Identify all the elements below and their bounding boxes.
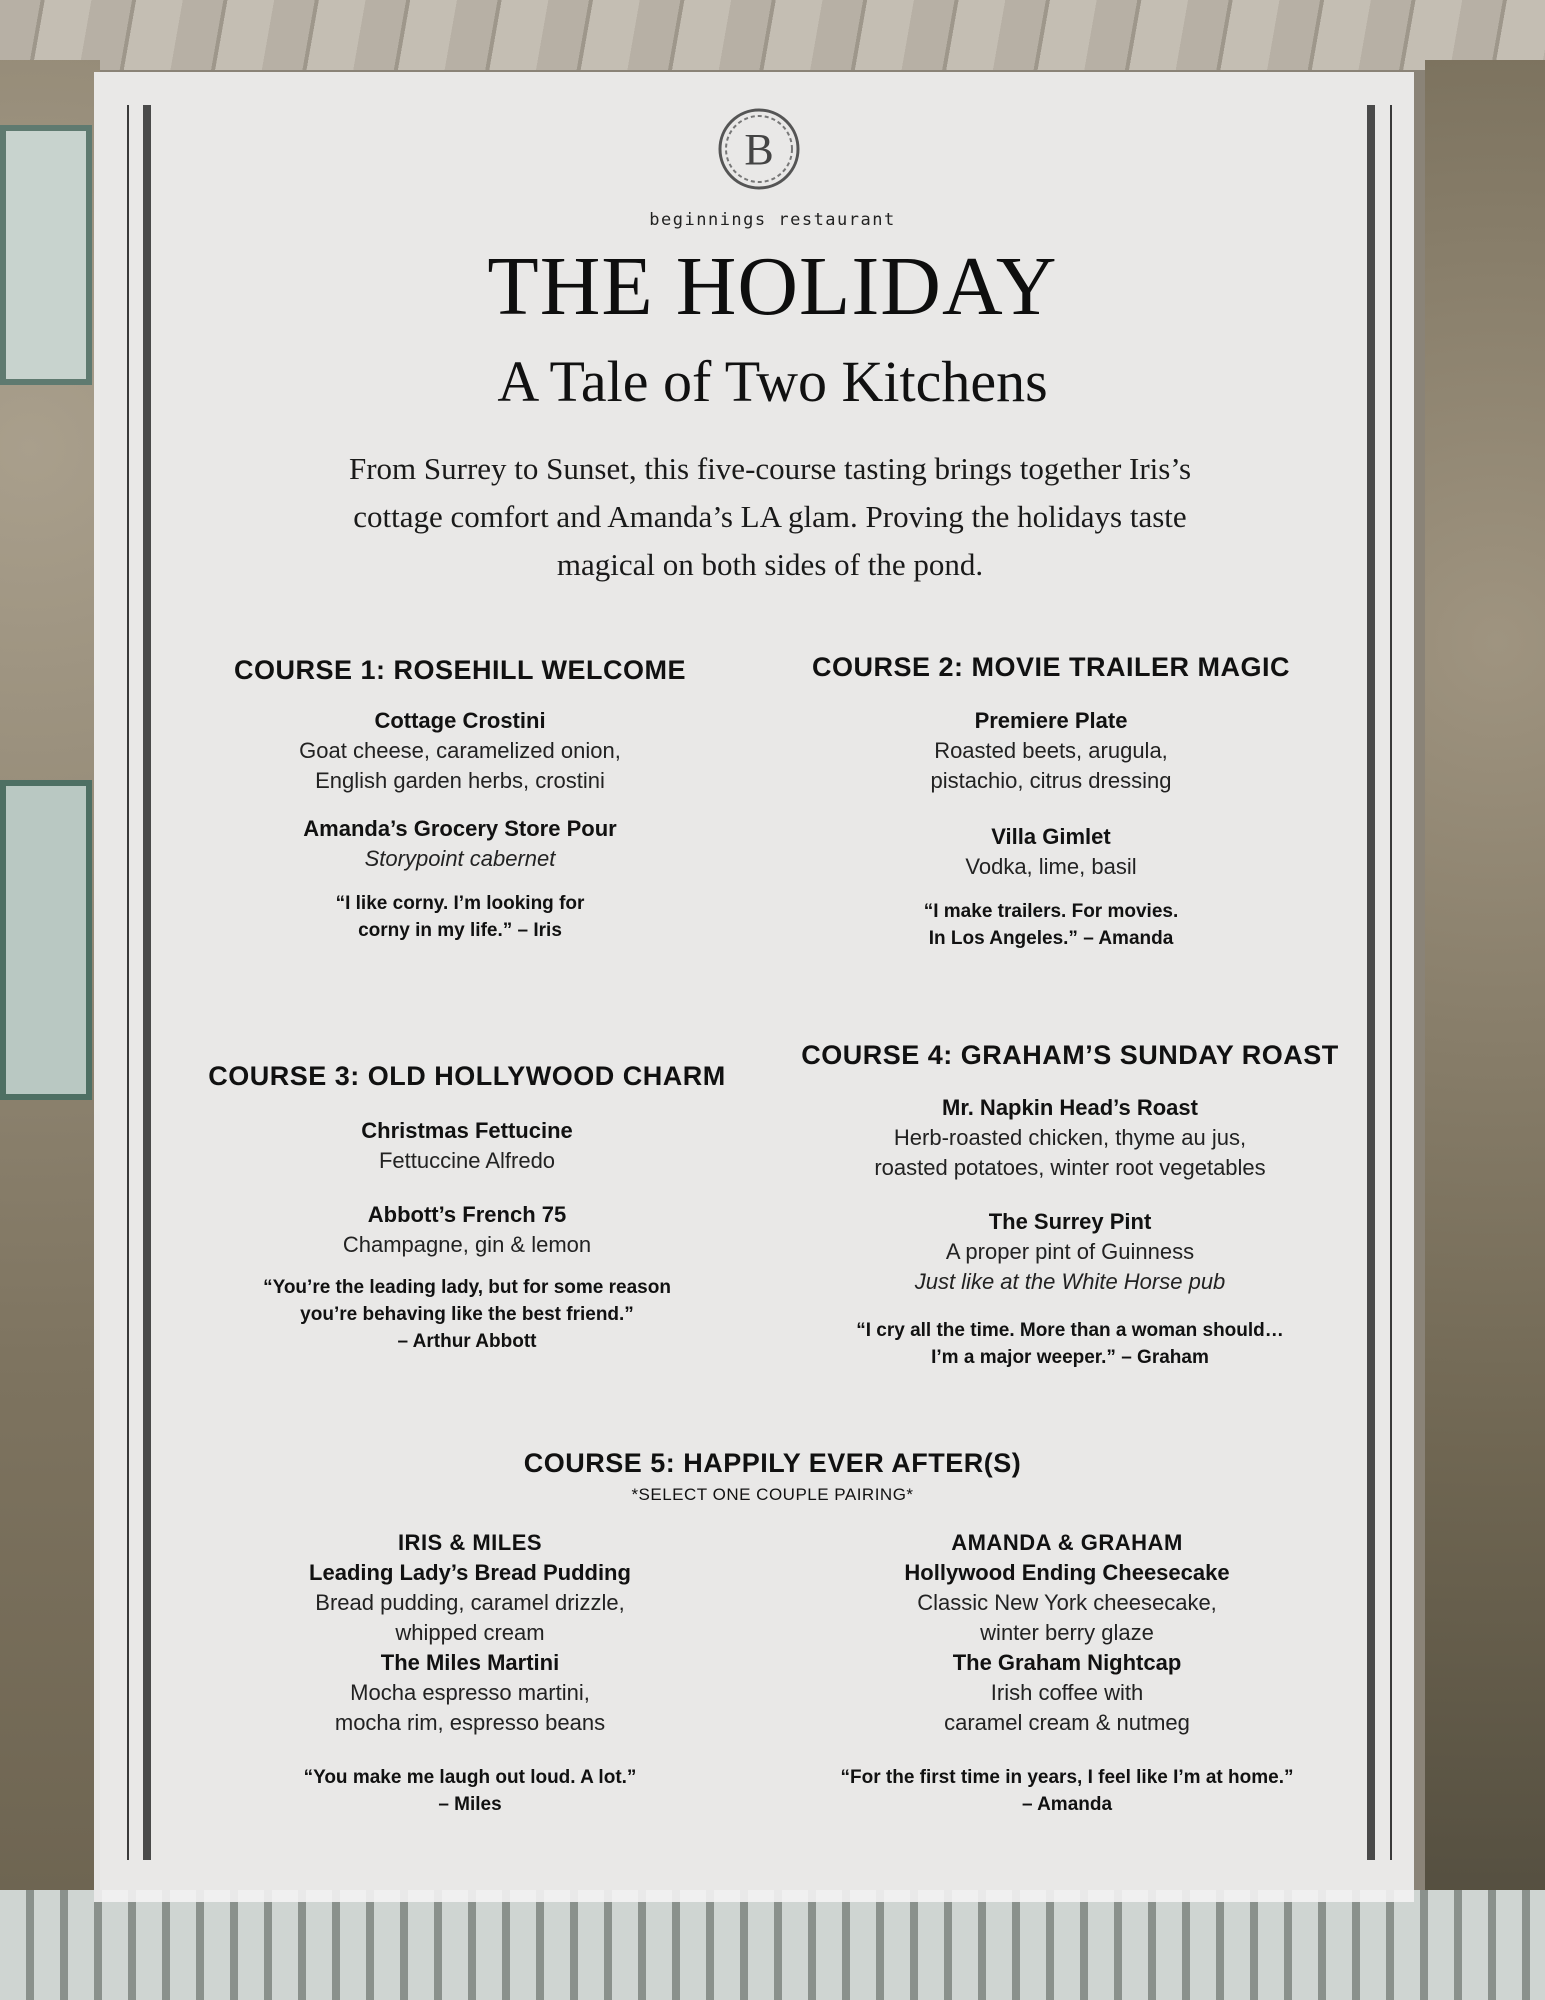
window-lower xyxy=(0,780,92,1100)
drink-description: Storypoint cabernet xyxy=(364,846,556,871)
dish-name: Cottage Crostini xyxy=(374,708,546,733)
drink-name: Villa Gimlet xyxy=(991,824,1111,849)
dish-description: roasted potatoes, winter root vegetables xyxy=(874,1155,1266,1180)
drink-description: Just like at the White Horse pub xyxy=(914,1269,1226,1294)
quote-line: “You make me laugh out loud. A lot.” xyxy=(303,1767,637,1788)
quote-line: – Amanda xyxy=(1021,1794,1113,1815)
quote-line: In Los Angeles.” – Amanda xyxy=(928,928,1174,949)
dish-description: Herb-roasted chicken, thyme au jus, xyxy=(893,1125,1247,1150)
course-1 xyxy=(160,655,760,944)
dish-description: English garden herbs, crostini xyxy=(315,768,605,793)
dish-description: Goat cheese, caramelized onion, xyxy=(299,738,621,763)
course-3 xyxy=(167,1061,767,1355)
intro-line: magical on both sides of the pond. xyxy=(556,547,984,582)
quote-line: “I cry all the time. More than a woman should… xyxy=(856,1320,1284,1341)
quote-line: “For the first time in years, I feel like I’m at home.” xyxy=(840,1767,1294,1788)
drink-name: Abbott’s French 75 xyxy=(367,1202,567,1227)
drink-description: Mocha espresso martini, xyxy=(350,1680,590,1705)
drink-name: The Miles Martini xyxy=(380,1650,560,1675)
quote-line: – Miles xyxy=(438,1794,502,1815)
quote-line: “I like corny. I’m looking for xyxy=(335,893,585,914)
drink-name: The Graham Nightcap xyxy=(952,1650,1182,1675)
dish-description: Roasted beets, arugula, xyxy=(934,738,1168,763)
quote-line: you’re behaving like the best friend.” xyxy=(300,1304,634,1325)
course-2 xyxy=(751,652,1351,952)
page-title: THE HOLIDAY xyxy=(487,240,1058,333)
drink-name: The Surrey Pint xyxy=(988,1209,1152,1234)
drink-description: caramel cream & nutmeg xyxy=(944,1710,1190,1735)
dessert-name: Hollywood Ending Cheesecake xyxy=(904,1560,1230,1585)
dessert-name: Leading Lady’s Bread Pudding xyxy=(309,1560,631,1585)
drink-name: Amanda’s Grocery Store Pour xyxy=(303,816,617,841)
course-heading: COURSE 2: MOVIE TRAILER MAGIC xyxy=(811,652,1291,682)
drink-description: Irish coffee with xyxy=(990,1680,1144,1705)
quote-line: – Arthur Abbott xyxy=(397,1331,537,1352)
pairing-left xyxy=(190,1528,750,1818)
pairing-right xyxy=(787,1528,1347,1818)
dessert-description: Classic New York cheesecake, xyxy=(917,1590,1217,1615)
quote-line: “I make trailers. For movies. xyxy=(923,901,1179,922)
roof-tiles xyxy=(0,0,1545,70)
page-subtitle: A Tale of Two Kitchens xyxy=(497,349,1048,414)
dish-description: pistachio, citrus dressing xyxy=(930,768,1172,793)
quote-line: I’m a major weeper.” – Graham xyxy=(931,1347,1209,1368)
course-heading: COURSE 1: ROSEHILL WELCOME xyxy=(233,655,687,685)
course-5 xyxy=(0,1448,1545,1505)
drink-description: Vodka, lime, basil xyxy=(965,854,1137,879)
dish-description: Fettuccine Alfredo xyxy=(378,1148,556,1173)
dessert-description: Bread pudding, caramel drizzle, xyxy=(315,1590,625,1615)
couple-name: AMANDA & GRAHAM xyxy=(951,1530,1183,1555)
brand-name: beginnings restaurant xyxy=(649,210,896,230)
drink-description: mocha rim, espresso beans xyxy=(334,1710,606,1735)
dessert-description: whipped cream xyxy=(395,1620,545,1645)
drink-description: Champagne, gin & lemon xyxy=(342,1232,592,1257)
dessert-description: winter berry glaze xyxy=(980,1620,1154,1645)
restaurant-logo xyxy=(716,106,802,192)
course-4 xyxy=(770,1040,1370,1371)
drink-description: A proper pint of Guinness xyxy=(945,1239,1195,1264)
logo-letter: B xyxy=(744,125,774,174)
course-heading: COURSE 3: OLD HOLLYWOOD CHARM xyxy=(208,1061,726,1091)
dish-name: Premiere Plate xyxy=(974,708,1128,733)
intro-line: cottage comfort and Amanda’s LA glam. Proving the holidays taste xyxy=(353,499,1187,534)
course-heading: COURSE 5: HAPPILY EVER AFTER(S) xyxy=(523,1448,1022,1478)
intro-text xyxy=(270,445,1270,589)
picket-fence xyxy=(0,1890,1545,2000)
quote-line: corny in my life.” – Iris xyxy=(358,920,562,941)
pairing-note: *SELECT ONE COUPLE PAIRING* xyxy=(631,1485,914,1504)
dish-name: Mr. Napkin Head’s Roast xyxy=(942,1095,1198,1120)
course-heading: COURSE 4: GRAHAM’S SUNDAY ROAST xyxy=(801,1040,1339,1070)
intro-line: From Surrey to Sunset, this five-course tasting brings together Iris’s xyxy=(348,451,1192,486)
quote-line: “You’re the leading lady, but for some reason xyxy=(263,1277,671,1298)
couple-name: IRIS & MILES xyxy=(397,1530,543,1555)
dish-name: Christmas Fettucine xyxy=(361,1118,573,1143)
